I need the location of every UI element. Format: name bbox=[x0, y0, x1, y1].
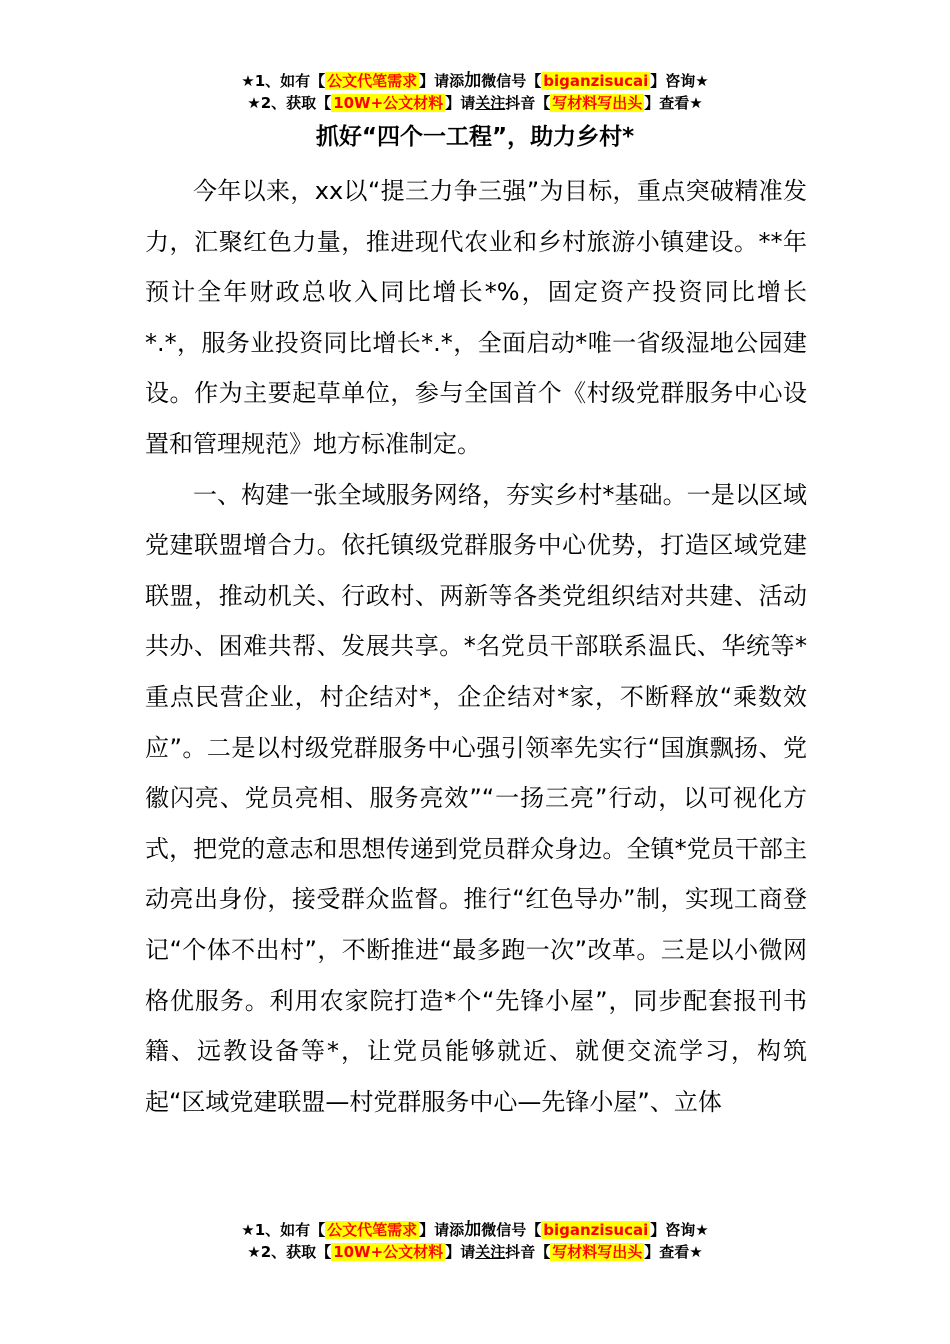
promo-line-1: ★1、如有【 公文代笔需求 】请添加微信号【 biganzisucai 】咨询★ bbox=[241, 71, 709, 91]
highlight-douyin: 写材料写出头 bbox=[552, 1243, 643, 1261]
highlight-wechat-id: biganzisucai bbox=[543, 1221, 649, 1239]
promo-header bbox=[0, 70, 950, 114]
promo-line-2: ★2、获取【 10W+公文材料 】请关注抖音【 写材料写出头 】查看★ bbox=[247, 1243, 703, 1261]
promo-footer bbox=[0, 1219, 950, 1263]
paragraph-intro: 今年以来，xx以“提三力争三强”为目标，重点突破精准发力，汇聚红色力量，推进现代农业和乡村旅游小镇建设。**年预计全年财政总收入同比增长*%，固定资产投资同比增长*.*，服务业投资同比增长*.*，全面启动*唯一省级湿地公园建设。作为主要起草单位，参与全国首个《村级党群服务中心设置和管理规范》地方标准制定。 bbox=[145, 177, 807, 458]
highlight-materials: 10W+公文材料 bbox=[333, 1243, 444, 1261]
highlight-materials: 10W+公文材料 bbox=[333, 94, 444, 112]
promo-line-2: ★2、获取【 10W+公文材料 】请关注抖音【 写材料写出头 】查看★ bbox=[247, 94, 703, 112]
highlight-wechat-id: biganzisucai bbox=[543, 72, 649, 90]
highlight-writing-service: 公文代笔需求 bbox=[327, 72, 418, 90]
highlight-douyin: 写材料写出头 bbox=[552, 94, 643, 112]
document-title: 抓好“四个一工程”，助力乡村* bbox=[315, 124, 635, 150]
document-body bbox=[145, 166, 807, 1127]
promo-line-1: ★1、如有【 公文代笔需求 】请添加微信号【 biganzisucai 】咨询★ bbox=[241, 1220, 709, 1240]
highlight-writing-service: 公文代笔需求 bbox=[327, 1221, 418, 1239]
paragraph-section-1: 一、构建一张全域服务网络，夯实乡村*基础。一是以区域党建联盟增合力。依托镇级党群服务中心优势，打造区域党建联盟，推动机关、行政村、两新等各类党组织结对共建、活动共办、困难共帮、发展共享。*名党员干部联系温氏、华统等*重点民营企业，村企结对*，企企结对*家，不断释放“乘数效应”。二是以村级党群服务中心强引领率先实行“国旗飘扬、党徽闪亮、党员亮相、服务亮效”“一扬三亮”行动，以可视化方式，把党的意志和思想传递到党员群众身边。全镇*党员干部主动亮出身份，接受群众监督。推行“红色导办”制，实现工商登记“个体不出村”，不断推进“最多跑一次”改革。三是以小微网格优服务。利用农家院打造*个“先锋小屋”，同步配套报刊书籍、远教设备等*，让党员能够就近、就便交流学习，构筑起“区域党建联盟—村党群服务中心—先锋小屋”、立体 bbox=[145, 480, 807, 1116]
